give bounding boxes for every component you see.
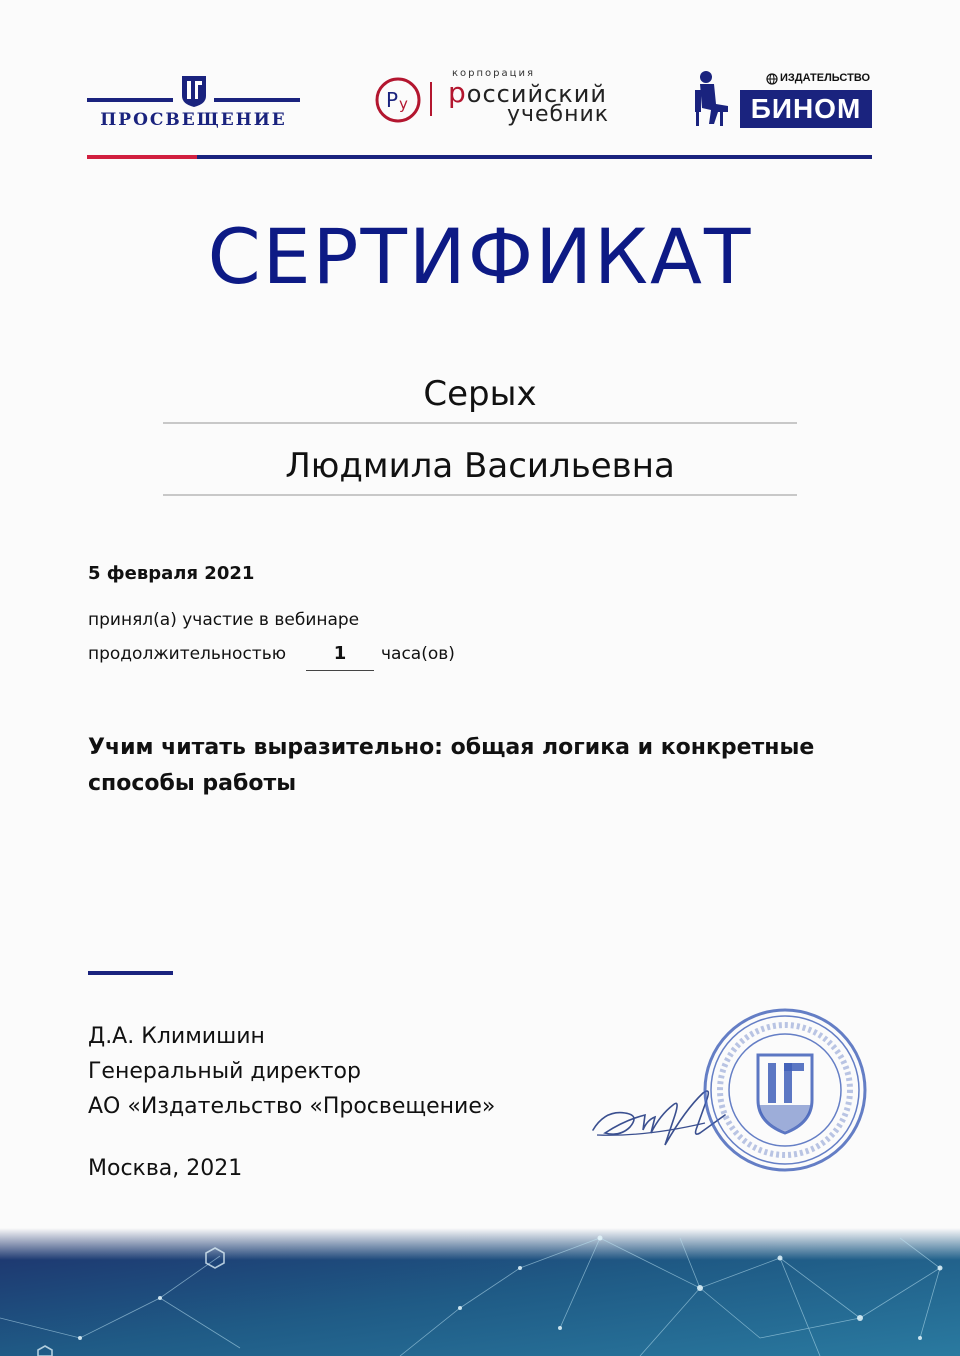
- webinar-title: Учим читать выразительно: общая логика и конкретные способы работы: [88, 735, 815, 796]
- duration-label: продолжительностью: [88, 644, 287, 664]
- logo-divider: [430, 82, 432, 116]
- globe-icon: [766, 73, 778, 85]
- prosveshchenie-emblem-icon: [180, 72, 208, 108]
- svg-text:у: у: [399, 95, 408, 113]
- binom-wordmark: БИНОМ: [740, 90, 872, 128]
- ru-wordmark-accent: р: [448, 76, 467, 109]
- prosveshchenie-wordmark: ПРОСВЕЩЕНИЕ: [100, 110, 287, 130]
- logo-line-right: [214, 98, 300, 102]
- seated-figure-icon: [692, 70, 732, 128]
- prosveshchenie-logo: [87, 70, 300, 132]
- header-rule-blue: [197, 155, 872, 159]
- webinar-date: 5 февраля 2021: [88, 563, 255, 584]
- ru-small-caption: корпорация: [452, 68, 535, 79]
- signatory-position: Генеральный директор: [88, 1059, 361, 1084]
- ru-circle-icon: [374, 76, 422, 124]
- binom-caption: ИЗДАТЕЛЬСТВО: [780, 72, 871, 84]
- name-underline: [163, 494, 797, 496]
- russian-textbook-logo: [374, 68, 624, 132]
- ru-wordmark-line2: учебник: [507, 102, 610, 127]
- header-rule-red: [87, 155, 197, 159]
- duration-value: 1: [333, 643, 347, 664]
- city-year: Москва, 2021: [88, 1156, 243, 1181]
- official-stamp-icon: [700, 1005, 870, 1175]
- binom-logo: [692, 70, 872, 130]
- svg-text:Р: Р: [386, 88, 399, 112]
- duration-underline: [306, 670, 374, 671]
- surname-underline: [163, 422, 797, 424]
- signatory-organization: АО «Издательство «Просвещение»: [88, 1094, 496, 1119]
- ru-wordmark-rest: оссийский: [466, 80, 607, 108]
- recipient-surname: Серых: [423, 374, 537, 414]
- signatory-name: Д.А. Климишин: [88, 1024, 265, 1049]
- logo-line-left: [87, 98, 173, 102]
- recipient-name: Людмила Васильевна: [285, 446, 675, 486]
- signature-rule: [88, 971, 173, 975]
- participation-text: принял(а) участие в вебинаре: [88, 610, 360, 630]
- duration-unit: часа(ов): [381, 644, 455, 664]
- footer-network-decoration: [0, 1228, 960, 1356]
- certificate-title: СЕРТИФИКАТ: [207, 212, 753, 301]
